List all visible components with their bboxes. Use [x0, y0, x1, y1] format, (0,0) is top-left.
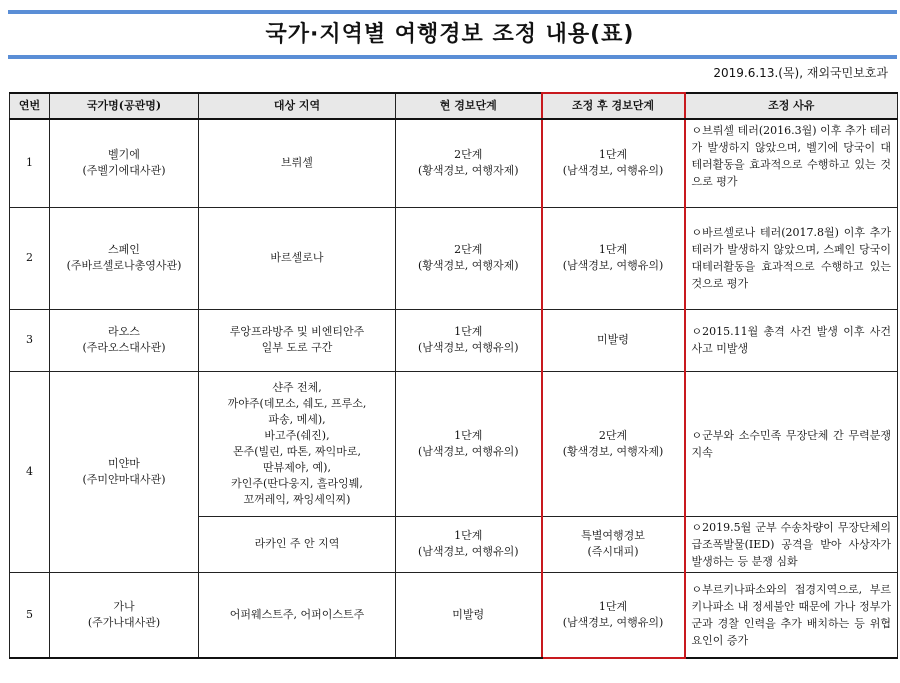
region-line: 까야주(데모소, 쉐도, 프루소,: [227, 396, 367, 410]
title-top-rule: [8, 10, 897, 14]
current-level-desc: (남색경보, 여행유의): [417, 444, 519, 458]
mission-name: (주벨기에대사관): [82, 164, 166, 178]
country-name: 스페인: [108, 243, 140, 256]
adjusted-level: 특별여행경보: [581, 529, 645, 542]
table-header-row: [10, 93, 898, 119]
col-header-country: 국가명(공관명): [50, 93, 199, 119]
reason-cell: ㅇ부르키나파소와의 접경지역으로, 부르키나파소 내 정세불안 때문에 가나 정부가 군과 경찰 인력을 추가 배치하는 등 위협 요인이 증가: [685, 572, 898, 658]
row-number: 4: [10, 371, 50, 572]
adjusted-level: 미발령: [597, 333, 629, 346]
current-level-cell: [396, 309, 542, 371]
row-number: 1: [10, 119, 50, 207]
mission-name: (주가나대사관): [87, 615, 161, 629]
adjusted-level: 1단계: [598, 599, 628, 613]
region-line: 딴뷰제야, 예),: [263, 460, 331, 474]
reason-cell: ㅇ바르셀로나 테러(2017.8월) 이후 추가 테러가 발생하지 않았으며, 스페인 당국이 대테러활동을 효과적으로 수행하고 있는 것으로 평가: [685, 207, 898, 309]
row-number: 2: [10, 207, 50, 309]
country-cell: [50, 119, 199, 207]
adjusted-level-desc: (남색경보, 여행유의): [562, 259, 664, 272]
region-line: 카인주(딴다웅지, 흘라잉붸,: [231, 476, 363, 490]
mission-name: (주라오스대사관): [82, 341, 166, 354]
page-title: 국가·지역별 여행경보 조정 내용(표): [265, 22, 635, 47]
adjusted-level-cell: [542, 371, 685, 516]
advisory-table: [9, 92, 898, 659]
region-cell: [199, 119, 396, 207]
reason-cell: ㅇ2019.5월 군부 수송차량이 무장단체의 급조폭발물(IED) 공격을 받아 사상자가 발생하는 등 분쟁 심화: [685, 516, 898, 572]
current-level-desc: (남색경보, 여행유의): [417, 341, 519, 354]
current-level: 미발령: [452, 607, 485, 621]
table-row: [10, 371, 898, 516]
country-cell: [50, 371, 199, 572]
adjusted-level-cell: [542, 516, 685, 572]
col-header-adjusted: 조정 후 경보단계: [542, 93, 685, 119]
region-line: 샨주 전체,: [272, 380, 322, 394]
region-cell: [199, 207, 396, 309]
table-row: [10, 309, 898, 371]
table-row: [10, 207, 898, 309]
adjusted-level: 1단계: [598, 243, 628, 256]
row-number: 5: [10, 572, 50, 658]
current-level: 1단계: [454, 428, 483, 442]
country-cell: [50, 207, 199, 309]
col-header-reason: 조정 사유: [685, 93, 898, 119]
region-line: 바고주(쉐진),: [264, 428, 330, 442]
adjusted-level-cell: [542, 572, 685, 658]
region-cell: [199, 309, 396, 371]
adjusted-level-cell: [542, 207, 685, 309]
region-line: 바르셀로나: [270, 251, 324, 264]
col-header-region: 대상 지역: [199, 93, 396, 119]
mission-name: (주미얀마대사관): [82, 472, 166, 486]
current-level: 1단계: [454, 529, 483, 542]
region-cell: [199, 516, 396, 572]
current-level-cell: [396, 119, 542, 207]
col-header-no: 연번: [10, 93, 50, 119]
title-bottom-rule: [8, 55, 897, 59]
mission-name: (주바르셀로나총영사관): [66, 259, 182, 272]
region-line: 브뤼셀: [281, 156, 313, 170]
region-line: 꼬꺼레익, 짜잉세익찌): [243, 492, 351, 506]
current-level-cell: [396, 572, 542, 658]
adjusted-level-desc: (남색경보, 여행유의): [562, 164, 664, 178]
adjusted-level: 2단계: [598, 428, 628, 442]
adjusted-level-desc: (황색경보, 여행자제): [562, 444, 664, 458]
adjusted-level-cell: [542, 119, 685, 207]
region-line: 파송, 메세),: [268, 412, 326, 426]
current-level: 1단계: [454, 325, 483, 338]
current-level-cell: [396, 207, 542, 309]
country-name: 벨기에: [108, 148, 140, 162]
region-line: 몬주(빌린, 따톤, 짜익마로,: [232, 444, 362, 458]
country-cell: [50, 572, 199, 658]
country-name: 가나: [113, 599, 135, 613]
country-cell: [50, 309, 199, 371]
reason-cell: ㅇ2015.11월 총격 사건 발생 이후 사건사고 미발생: [685, 309, 898, 371]
region-cell: [199, 572, 396, 658]
current-level-cell: [396, 371, 542, 516]
region-line: 라카인 주 안 지역: [254, 537, 340, 550]
region-line: 루앙프라방주 및 비엔티안주: [229, 325, 365, 338]
current-level-cell: [396, 516, 542, 572]
table-row: [10, 119, 898, 207]
adjusted-level-desc: (남색경보, 여행유의): [562, 615, 664, 629]
current-level-desc: (황색경보, 여행자제): [417, 164, 519, 178]
region-line: 일부 도로 구간: [261, 341, 333, 354]
current-level-desc: (황색경보, 여행자제): [417, 259, 519, 272]
current-level: 2단계: [454, 243, 483, 256]
date-line: 2019.6.13.(목), 재외국민보호과: [713, 66, 888, 80]
adjusted-level: 1단계: [598, 148, 628, 162]
country-name: 라오스: [108, 325, 140, 338]
reason-cell: ㅇ브뤼셀 테러(2016.3월) 이후 추가 테러가 발생하지 않았으며, 벨기에 당국이 대테러활동을 효과적으로 수행하고 있는 것으로 평가: [685, 119, 898, 207]
region-cell: [199, 371, 396, 516]
reason-cell: ㅇ군부와 소수민족 무장단체 간 무력분쟁 지속: [685, 371, 898, 516]
region-line: 어퍼웨스트주, 어퍼이스트주: [229, 607, 365, 621]
row-number: 3: [10, 309, 50, 371]
adjusted-level-cell: [542, 309, 685, 371]
current-level-desc: (남색경보, 여행유의): [417, 545, 519, 558]
table-row: [10, 572, 898, 658]
country-name: 미얀마: [108, 456, 140, 470]
current-level: 2단계: [454, 148, 483, 162]
col-header-current: 현 경보단계: [396, 93, 542, 119]
adjusted-level-desc: (즉시대피): [587, 545, 639, 558]
